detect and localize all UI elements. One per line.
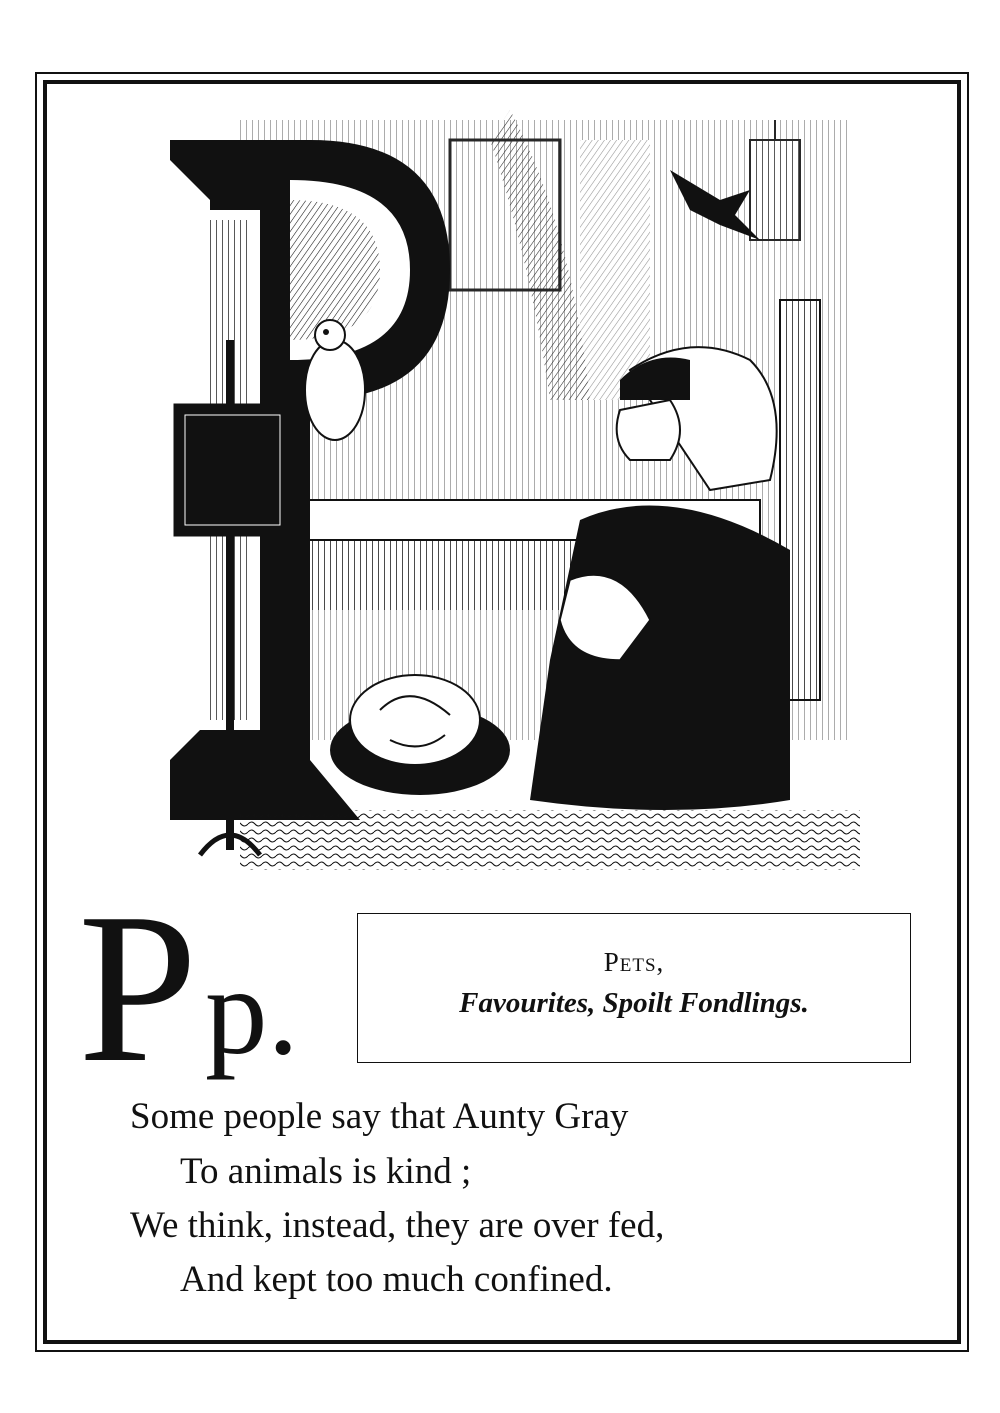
illustration-engraving (150, 100, 870, 885)
verse-line: To animals is kind ; (180, 1151, 472, 1192)
verse-line: Some people say that Aunty Gray (130, 1096, 629, 1137)
caption-title: Pets, (603, 947, 665, 977)
caption-subtitle: Favourites, Spoilt Fondlings. (459, 987, 809, 1019)
verse-line: And kept too much confined. (180, 1259, 613, 1300)
verse-line: We think, instead, they are over fed, (130, 1205, 665, 1246)
lowercase-letter-p: p. (205, 943, 299, 1081)
floor-pattern (240, 810, 860, 870)
caption-box (357, 913, 911, 1063)
capital-letter-p: P (78, 868, 198, 1107)
